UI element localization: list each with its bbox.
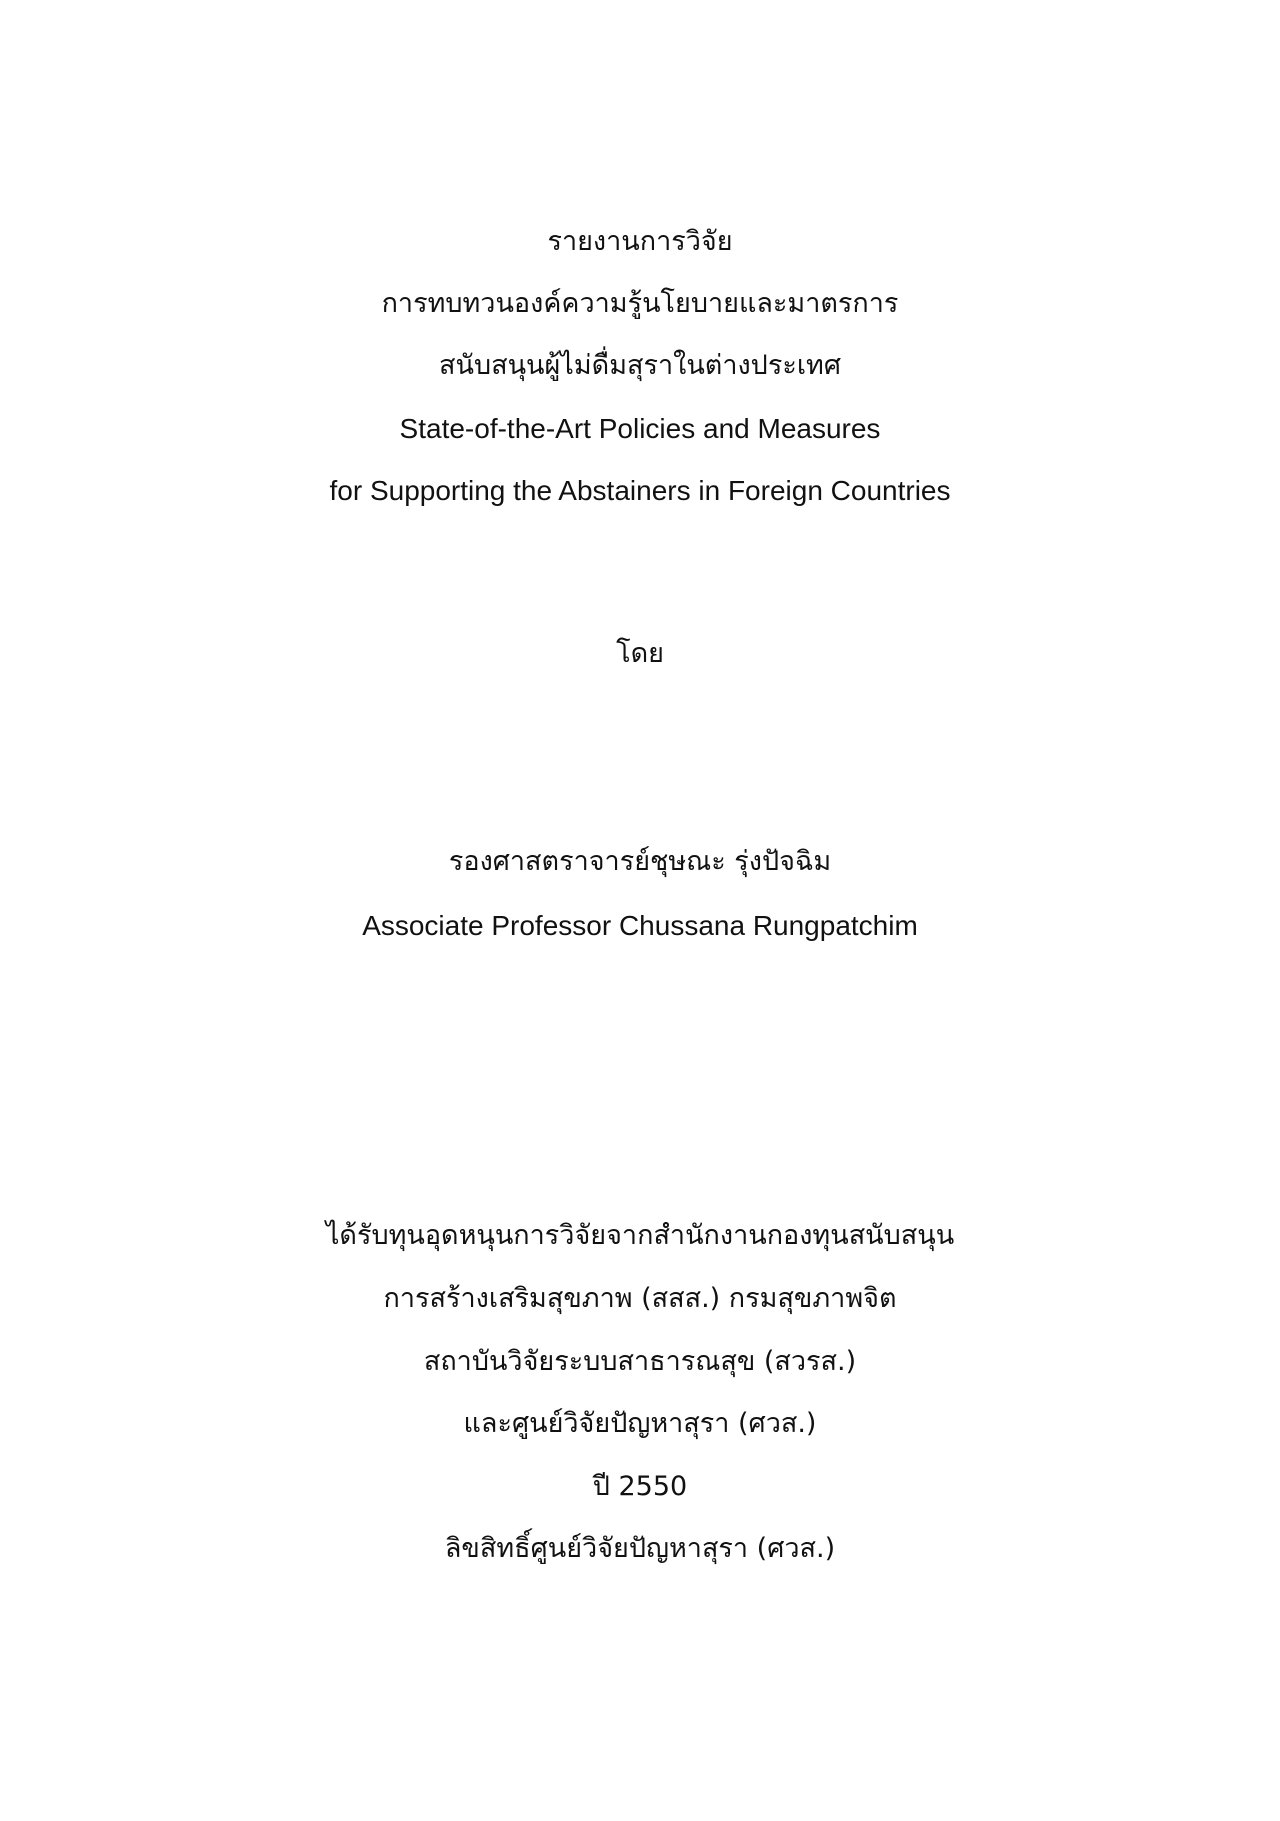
report-type-heading: รายงานการวิจัย <box>547 226 733 257</box>
english-title-line-1: State-of-the-Art Policies and Measures <box>399 413 881 444</box>
funding-line-4: และศูนย์วิจัยปัญหาสุรา (ศวส.) <box>463 1408 817 1439</box>
funding-line-1: ได้รับทุนอุดหนุนการวิจัยจากสำนักงานกองทุนสนับสนุน <box>325 1220 955 1251</box>
funding-line-3: สถาบันวิจัยระบบสาธารณสุข (สวรส.) <box>423 1346 857 1377</box>
author-name-english: Associate Professor Chussana Rungpatchim <box>362 910 918 941</box>
thai-title-line-2: สนับสนุนผู้ไม่ดื่มสุราในต่างประเทศ <box>439 350 841 381</box>
author-name-thai: รองศาสตราจารย์ชุษณะ รุ่งปัจฉิม <box>448 846 832 877</box>
funding-line-2: การสร้างเสริมสุขภาพ (สสส.) กรมสุขภาพจิต <box>383 1283 897 1314</box>
english-title-line-2: for Supporting the Abstainers in Foreign Countries <box>329 475 951 506</box>
copyright-line: ลิขสิทธิ์ศูนย์วิจัยปัญหาสุรา (ศวส.) <box>444 1533 836 1564</box>
funding-year: ปี 2550 <box>592 1471 688 1502</box>
by-label: โดย <box>616 638 664 669</box>
thai-title-line-1: การทบทวนองค์ความรู้นโยบายและมาตรการ <box>381 288 899 319</box>
